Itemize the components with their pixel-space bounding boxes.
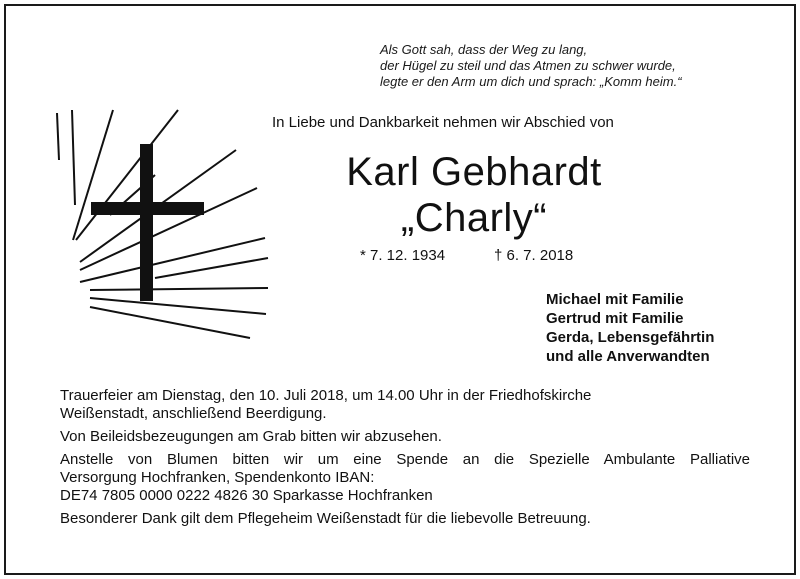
thanks-info bbox=[60, 510, 750, 528]
mourner: Michael mit Familie bbox=[546, 291, 684, 308]
funeral-info bbox=[60, 387, 750, 423]
announcements bbox=[60, 387, 750, 533]
mourner: Gerda, Lebensgefährtin bbox=[546, 329, 715, 346]
donation-info bbox=[60, 451, 750, 505]
mourners-list bbox=[546, 290, 714, 366]
mourner: Gertrud mit Familie bbox=[546, 310, 684, 327]
deceased-name: Karl Gebhardt bbox=[346, 150, 602, 194]
birth-date: * 7. 12. 1934 bbox=[360, 247, 446, 264]
poem-line: Als Gott sah, dass der Weg zu lang, bbox=[380, 42, 588, 57]
funeral-line: Trauerfeier am Dienstag, den 10. Juli 2018, um 14.00 Uhr in der Friedhofskirche bbox=[60, 387, 592, 404]
funeral-line: Weißenstadt, anschließend Beerdigung. bbox=[60, 405, 327, 422]
intro-text: In Liebe und Dankbarkeit nehmen wir Abschied von bbox=[272, 114, 614, 131]
donation-line: DE74 7805 0000 0222 4826 30 Sparkasse Hochfranken bbox=[60, 487, 433, 504]
ray bbox=[57, 113, 59, 160]
condolence-info bbox=[60, 428, 750, 446]
donation-line: Versorgung Hochfranken, Spendenkonto IBAN: bbox=[60, 469, 375, 486]
deceased-nickname: „Charly“ bbox=[400, 196, 548, 240]
ray bbox=[90, 307, 250, 338]
death-date: † 6. 7. 2018 bbox=[494, 247, 574, 264]
thanks-line: Besonderer Dank gilt dem Pflegeheim Weißenstadt für die liebevolle Betreuung. bbox=[60, 510, 591, 527]
condolence-line: Von Beileidsbezeugungen am Grab bitten wir abzusehen. bbox=[60, 428, 442, 445]
poem-line: der Hügel zu steil und das Atmen zu schwer wurde, bbox=[380, 58, 676, 73]
poem-line: legte er den Arm um dich und sprach: „Komm heim.“ bbox=[380, 74, 682, 89]
donation-line: Anstelle von Blumen bitten wir um eine Spende an die Spezielle Ambulante Palliative bbox=[60, 451, 750, 468]
ray bbox=[90, 288, 268, 290]
mourner: und alle Anverwandten bbox=[546, 348, 710, 365]
poem bbox=[380, 42, 682, 90]
